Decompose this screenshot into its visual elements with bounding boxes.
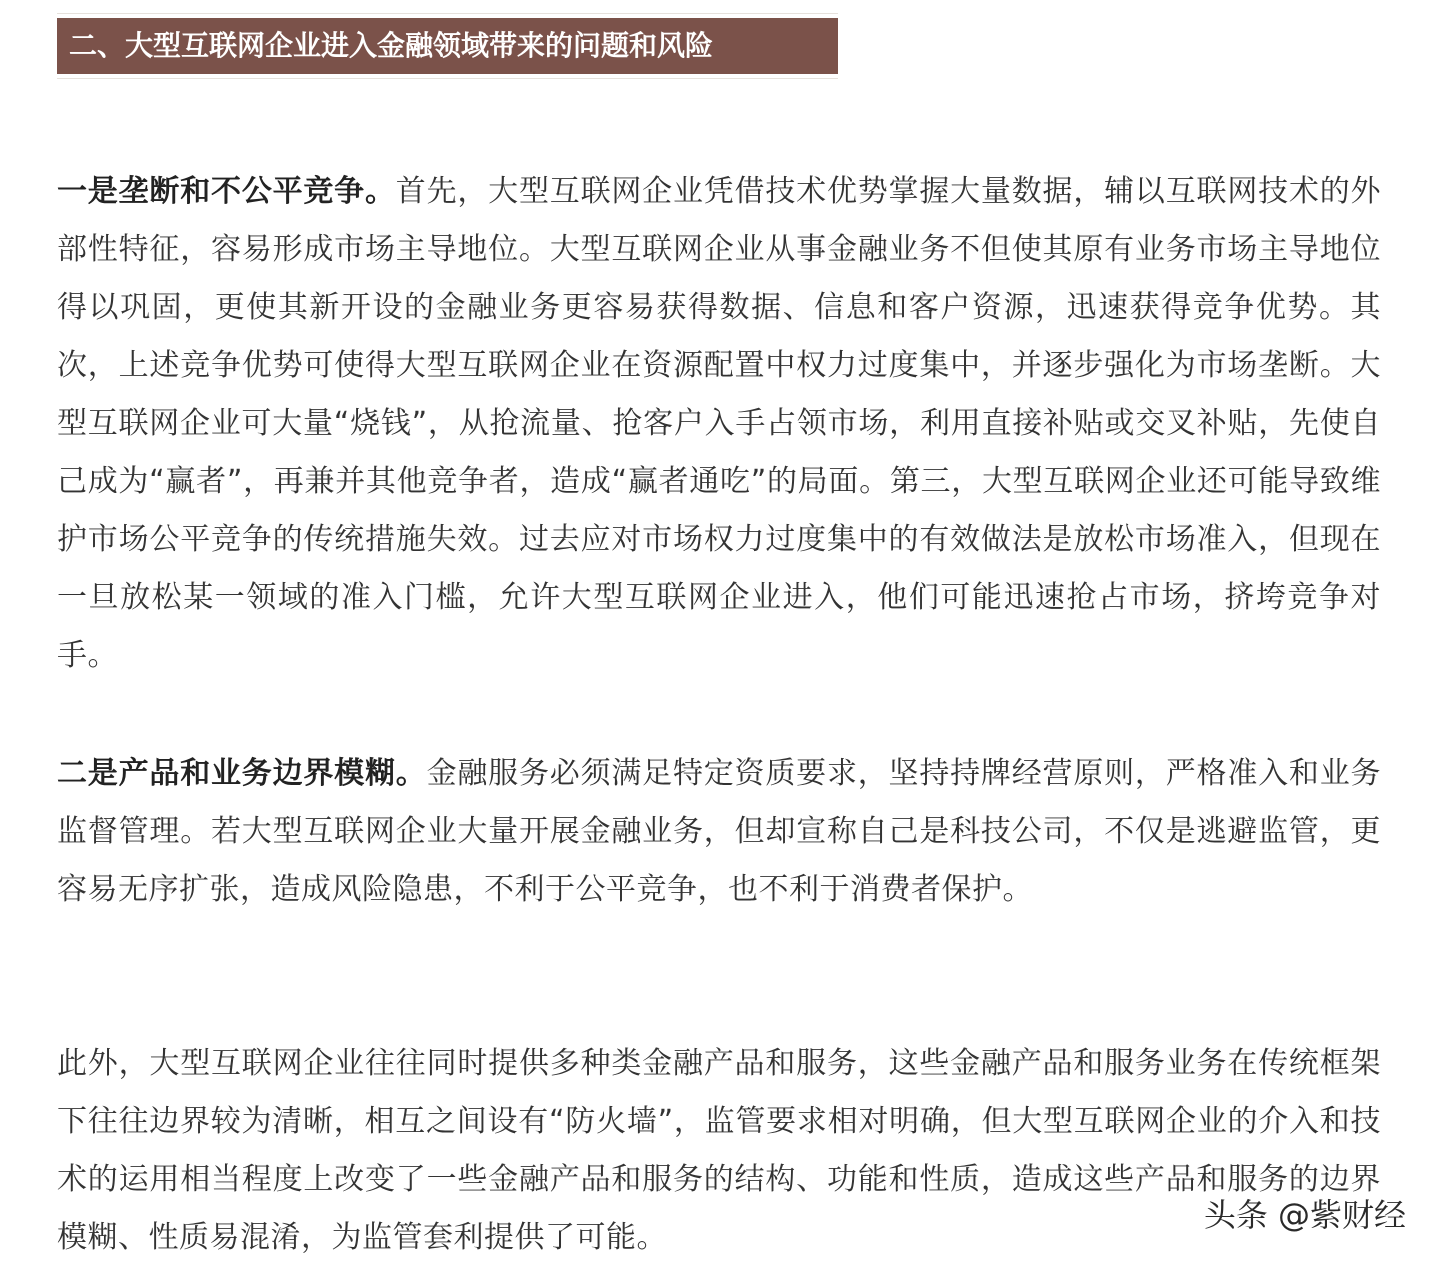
paragraph-additional [57,1035,1381,1267]
section-heading: 二、大型互联网企业进入金融领域带来的问题和风险 [57,18,838,74]
paragraph-body: 金融服务必须满足特定资质要求，坚持持牌经营原则，严格准入和业务监督管理。若大型互联网企业大量开展金融业务，但却宣称自己是科技公司，不仅是逃避监管，更容易无序扩张，造成风险隐患，不利于公平竞争，也不利于消费者保护。 [57,756,1382,907]
paragraph-body: 首先，大型互联网企业凭借技术优势掌握大量数据，辅以互联网技术的外部性特征，容易形成市场主导地位。大型互联网企业从事金融业务不但使其原有业务市场主导地位得以巩固，更使其新开设的金融业务更容易获得数据、信息和客户资源，迅速获得竞争优势。其次，上述竞争优势可使得大型互联网企业在资源配置中权力过度集中，并逐步强化为市场垄断。大型互联网企业可大量“烧钱”，从抢流量、抢客户入手占领市场，利用直接补贴或交叉补贴，先使自己成为“赢者”，再兼并其他竞争者，造成“赢者通吃”的局面。第三，大型互联网企业还可能导致维护市场公平竞争的传统措施失效。过去应对市场权力过度集中的有效做法是放松市场准入，但现在一旦放松某一领域的准入门槛，允许大型互联网企业进入，他们可能迅速抢占市场，挤垮竞争对手。 [57,174,1382,673]
paragraph-boundary [57,745,1381,919]
paragraph-lead: 二是产品和业务边界模糊。 [57,756,427,791]
section-heading-frame [57,13,838,79]
paragraph-lead: 一是垄断和不公平竞争。 [57,174,396,209]
source-watermark: 头条 @紫财经 [1203,1196,1406,1234]
paragraph-body: 此外，大型互联网企业往往同时提供多种类金融产品和服务，这些金融产品和服务业务在传统框架下往往边界较为清晰，相互之间设有“防火墙”，监管要求相对明确，但大型互联网企业的介入和技术的运用相当程度上改变了一些金融产品和服务的结构、功能和性质，造成这些产品和服务的边界模糊、性质易混淆，为监管套利提供了可能。 [57,1046,1381,1255]
paragraph-monopoly [57,163,1381,685]
